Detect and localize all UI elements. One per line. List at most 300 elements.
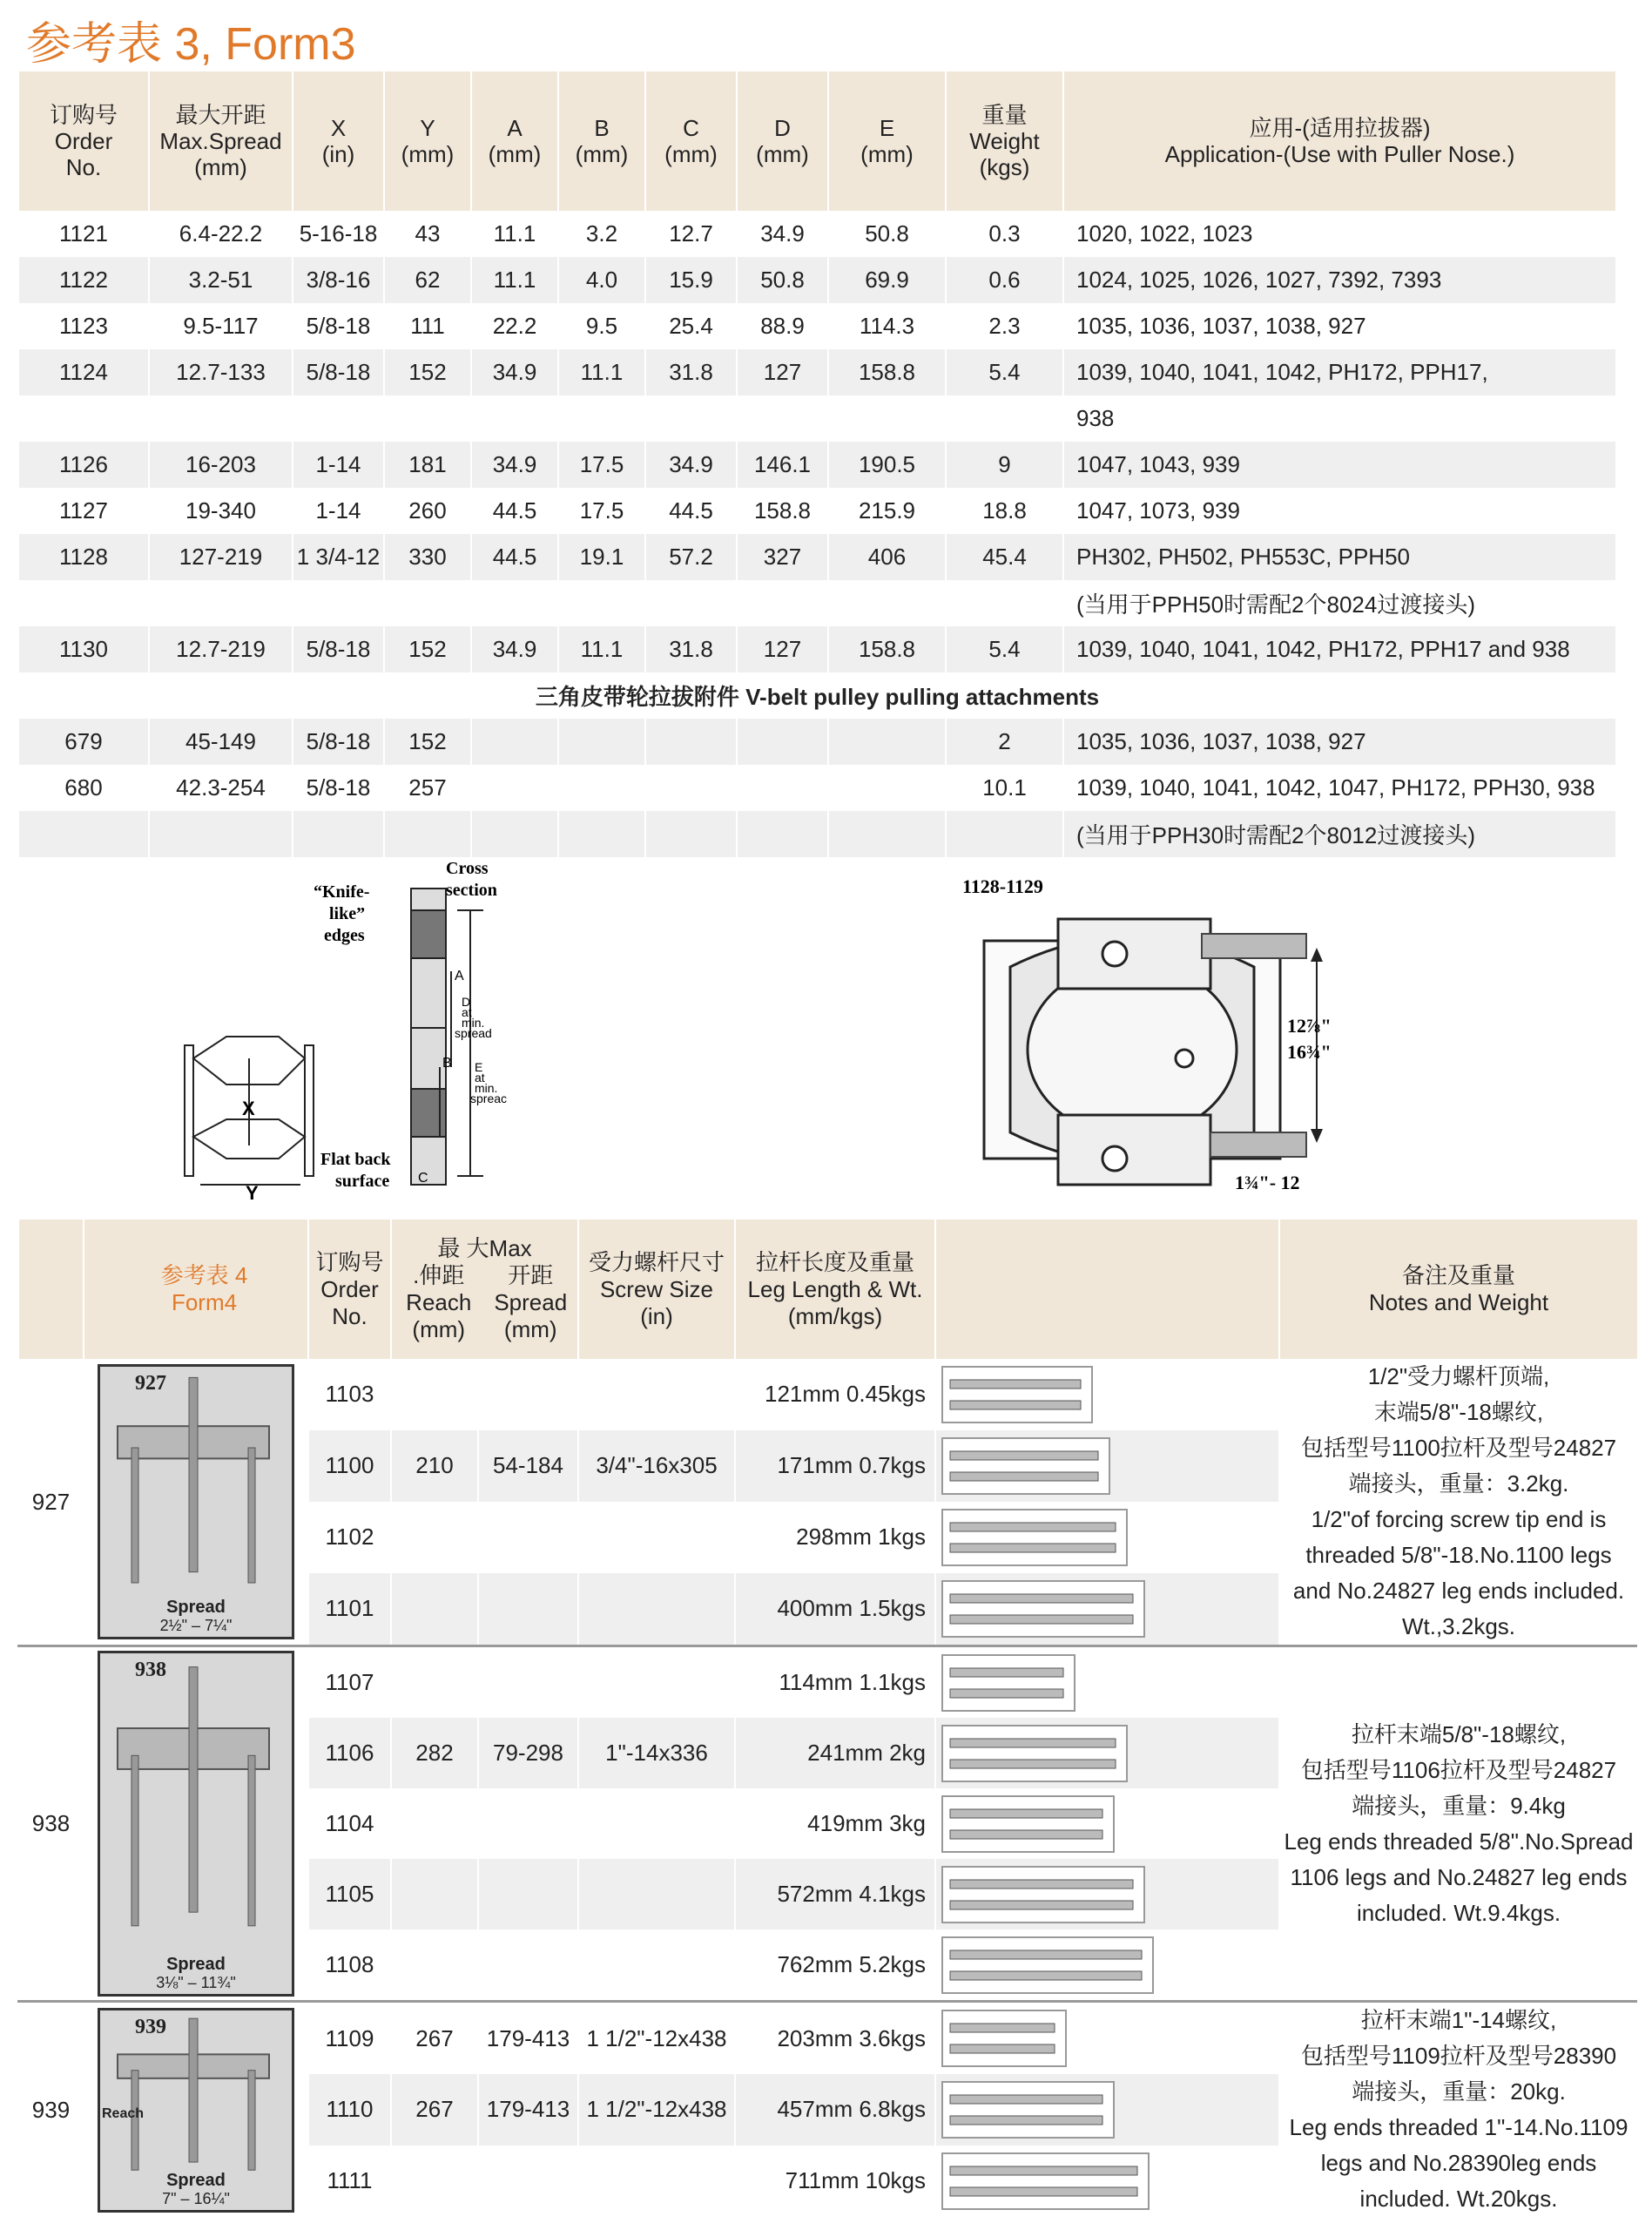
- col-b-header: B (mm): [558, 71, 645, 211]
- cell-d: [737, 719, 828, 765]
- cell-spread: 19-340: [149, 488, 293, 534]
- col-y-header: Y (mm): [384, 71, 471, 211]
- cell-a: 11.1: [471, 211, 558, 257]
- leg-rod-image: [941, 1437, 1110, 1495]
- table-row: [18, 534, 1615, 580]
- notes-cell: [1279, 1646, 1637, 2002]
- cell-c: 12.7: [645, 211, 737, 257]
- cell-c: 44.5: [645, 488, 737, 534]
- cell-app: 1039, 1040, 1041, 1042, 1047, PH172, PPH30, 938: [1063, 765, 1615, 811]
- cell-e: 158.8: [828, 626, 946, 672]
- cell-x: 5/8-18: [293, 349, 384, 395]
- cell-d: 34.9: [737, 211, 828, 257]
- puller-photo-cell: [84, 1359, 308, 1646]
- cell-b: [558, 580, 645, 626]
- cell-x: 5/8-18: [293, 719, 384, 765]
- notes-line: 1/2"of forcing screw tip end is: [1311, 1506, 1607, 1532]
- photo-spread-label: Spread: [166, 1955, 226, 1974]
- cell-y: 330: [384, 534, 471, 580]
- cell-order: 1123: [18, 303, 149, 349]
- col-app-header: 应用-(适用拉拔器) Application-(Use with Puller Nose.): [1063, 71, 1615, 211]
- leg-rod-image: [941, 1366, 1093, 1423]
- cell-e: 114.3: [828, 303, 946, 349]
- table-row: [18, 442, 1615, 488]
- puller-photo: [98, 2008, 294, 2213]
- leg-rod-image: [941, 1580, 1145, 1638]
- cell-d: [737, 765, 828, 811]
- puller-1128-diagram: [958, 871, 1376, 1211]
- cell-screw: [578, 1646, 735, 1719]
- col-x-header: X (in): [293, 71, 384, 211]
- cell-a: [471, 395, 558, 442]
- cell-spread: 6.4-22.2: [149, 211, 293, 257]
- cell-w: [946, 580, 1063, 626]
- notes-line: threaded 5/8"-18.No.1100 legs: [1305, 1542, 1612, 1568]
- form4-leg-header: 拉杆长度及重量 Leg Length & Wt. (mm/kgs): [735, 1220, 935, 1359]
- cell-order: 1100: [308, 1430, 391, 1502]
- cell-order: 1107: [308, 1646, 391, 1719]
- cell-order: 1108: [308, 1929, 391, 2002]
- photo-model-label: 939: [135, 2015, 166, 2038]
- notes-line: 端接头，重量：20kg.: [1352, 2078, 1566, 2105]
- table-row: [18, 1646, 1637, 1719]
- form3-table: [17, 71, 1615, 857]
- label-1128-1129: 1128-1129: [962, 875, 1043, 897]
- cell-order: 1126: [18, 442, 149, 488]
- label-knife-edges: “Knife- like” edges: [314, 882, 370, 945]
- cell-leg: 114mm 1.1kgs: [735, 1646, 935, 1719]
- cell-x: [293, 811, 384, 857]
- cell-x: 1-14: [293, 442, 384, 488]
- cell-b: [558, 765, 645, 811]
- photo-model-label: 927: [135, 1372, 166, 1395]
- form4-order-header: 订购号 Order No.: [308, 1220, 391, 1359]
- cell-app: (当用于PPH30时需配2个8012过渡接头): [1063, 811, 1615, 857]
- cell-b: 19.1: [558, 534, 645, 580]
- col-e-header: E (mm): [828, 71, 946, 211]
- form4-screw-header: 受力螺杆尺寸 Screw Size (in): [578, 1220, 735, 1359]
- cell-leg: 457mm 6.8kgs: [735, 2074, 935, 2146]
- cell-spread: [478, 1359, 578, 1430]
- notes-line: and No.24827 leg ends included.: [1292, 1578, 1625, 1604]
- table-row: [18, 2002, 1637, 2075]
- cell-x: [293, 395, 384, 442]
- cell-w: 45.4: [946, 534, 1063, 580]
- cell-screw: [578, 1573, 735, 1646]
- puller-photo-cell: [84, 1646, 308, 2002]
- table-row: [18, 211, 1615, 257]
- cell-leg: 241mm 2kg: [735, 1718, 935, 1788]
- col-spread-header: 最大开距 Max.Spread (mm): [149, 71, 293, 211]
- cell-y: 43: [384, 211, 471, 257]
- cell-y: 260: [384, 488, 471, 534]
- cell-spread: [478, 1859, 578, 1929]
- cell-e: [828, 395, 946, 442]
- cell-e: 190.5: [828, 442, 946, 488]
- cell-leg: 572mm 4.1kgs: [735, 1859, 935, 1929]
- leg-image-cell: [935, 2074, 1279, 2146]
- notes-line: 1/2"受力螺杆顶端,: [1367, 1363, 1550, 1389]
- leg-rod-image: [941, 2010, 1067, 2067]
- form4-table: [17, 1220, 1637, 2217]
- cell-e: [828, 811, 946, 857]
- notes-line: Leg ends threaded 5/8".No.Spread: [1284, 1828, 1634, 1855]
- cell-order: 1105: [308, 1859, 391, 1929]
- table-row: [18, 257, 1615, 303]
- leg-image-cell: [935, 1502, 1279, 1573]
- cell-w: [946, 811, 1063, 857]
- leg-image-cell: [935, 1573, 1279, 1646]
- cell-order: [18, 395, 149, 442]
- cell-a: 44.5: [471, 488, 558, 534]
- cell-order: 679: [18, 719, 149, 765]
- cell-a: 22.2: [471, 303, 558, 349]
- model-number: 927: [18, 1359, 84, 1646]
- cell-order: 1111: [308, 2146, 391, 2217]
- cell-spread: 42.3-254: [149, 765, 293, 811]
- notes-line: Wt.,3.2kgs.: [1401, 1613, 1516, 1639]
- cell-app: PH302, PH502, PH553C, PPH50: [1063, 534, 1615, 580]
- cell-e: [828, 719, 946, 765]
- cell-e: [828, 765, 946, 811]
- cell-d: 127: [737, 349, 828, 395]
- cell-spread: 79-298: [478, 1718, 578, 1788]
- photo-range-label: 3⅛" – 11¾": [156, 1974, 236, 1991]
- table-row: [18, 488, 1615, 534]
- cell-c: 34.9: [645, 442, 737, 488]
- col-d-header: D (mm): [737, 71, 828, 211]
- cell-a: [471, 580, 558, 626]
- cell-spread: 9.5-117: [149, 303, 293, 349]
- leg-rod-image: [941, 2081, 1115, 2139]
- label-c: C: [418, 1171, 428, 1186]
- form4-title: 参考表 4 Form4: [84, 1220, 308, 1359]
- cell-spread: 12.7-219: [149, 626, 293, 672]
- cell-reach: [391, 1359, 478, 1430]
- cell-w: 10.1: [946, 765, 1063, 811]
- cell-y: 152: [384, 349, 471, 395]
- cell-y: 257: [384, 765, 471, 811]
- cell-a: 34.9: [471, 626, 558, 672]
- photo-range-label: 2½" – 7¼": [159, 1617, 233, 1634]
- cell-w: 5.4: [946, 626, 1063, 672]
- cell-order: 1124: [18, 349, 149, 395]
- cell-spread: [478, 1502, 578, 1573]
- cell-spread: 3.2-51: [149, 257, 293, 303]
- cell-y: [384, 811, 471, 857]
- cell-x: 5-16-18: [293, 211, 384, 257]
- leg-rod-image: [941, 1795, 1115, 1853]
- cell-screw: [578, 1788, 735, 1859]
- table-row: [18, 1359, 1637, 1430]
- leg-image-cell: [935, 1359, 1279, 1430]
- col-weight-header: 重量 Weight (kgs): [946, 71, 1063, 211]
- form4-notes-header: 备注及重量 Notes and Weight: [1279, 1220, 1637, 1359]
- cell-w: 9: [946, 442, 1063, 488]
- cell-spread: [478, 1573, 578, 1646]
- notes-line: legs and No.28390leg ends: [1320, 2150, 1597, 2176]
- cell-order: 1127: [18, 488, 149, 534]
- cell-order: 1130: [18, 626, 149, 672]
- photo-reach-label: Reach: [102, 2105, 145, 2121]
- notes-line: 拉杆末端1"-14螺纹,: [1360, 2007, 1557, 2033]
- cell-c: [645, 719, 737, 765]
- notes-line: 包括型号1109拉杆及型号28390: [1300, 2043, 1617, 2069]
- table-row: [18, 349, 1615, 395]
- cell-leg: 762mm 5.2kgs: [735, 1929, 935, 2002]
- table-row: [18, 580, 1615, 626]
- cell-b: 11.1: [558, 626, 645, 672]
- cell-app: 1020, 1022, 1023: [1063, 211, 1615, 257]
- cell-spread: [478, 2146, 578, 2217]
- puller-drawing: [100, 1367, 287, 1637]
- notes-cell: [1279, 2002, 1637, 2218]
- leg-rod-image: [941, 1654, 1075, 1712]
- cell-c: 31.8: [645, 626, 737, 672]
- cell-a: [471, 811, 558, 857]
- cell-reach: [391, 1859, 478, 1929]
- leg-rod-image: [941, 1936, 1154, 1994]
- cell-spread: [149, 395, 293, 442]
- notes-line: 包括型号1106拉杆及型号24827: [1300, 1756, 1617, 1783]
- cell-reach: 210: [391, 1430, 478, 1502]
- cell-screw: 3/4"-16x305: [578, 1430, 735, 1502]
- cell-app: 1047, 1043, 939: [1063, 442, 1615, 488]
- table-row: [18, 626, 1615, 672]
- cell-w: 2.3: [946, 303, 1063, 349]
- cell-spread: 16-203: [149, 442, 293, 488]
- section-row: [18, 672, 1615, 719]
- leg-rod-image: [941, 1509, 1128, 1566]
- photo-model-label: 938: [135, 1659, 166, 1681]
- label-e: E at min. spreac: [470, 1060, 508, 1105]
- cell-order: 1106: [308, 1718, 391, 1788]
- form3-header-row: [18, 71, 1615, 211]
- cell-y: 62: [384, 257, 471, 303]
- puller-photo: [98, 1651, 294, 1997]
- cell-c: [645, 811, 737, 857]
- cell-e: 406: [828, 534, 946, 580]
- cell-d: [737, 811, 828, 857]
- cell-reach: [391, 1929, 478, 2002]
- cell-leg: 171mm 0.7kgs: [735, 1430, 935, 1502]
- cell-order: 1104: [308, 1788, 391, 1859]
- cell-x: 5/8-18: [293, 626, 384, 672]
- leg-image-cell: [935, 1788, 1279, 1859]
- leg-image-cell: [935, 1859, 1279, 1929]
- label-d: D at min. spread: [455, 995, 492, 1040]
- cell-d: [737, 395, 828, 442]
- table-row: [18, 303, 1615, 349]
- cell-order: 1102: [308, 1502, 391, 1573]
- cell-y: 152: [384, 626, 471, 672]
- cell-a: [471, 719, 558, 765]
- cell-e: 158.8: [828, 349, 946, 395]
- cell-leg: 400mm 1.5kgs: [735, 1573, 935, 1646]
- cell-w: 18.8: [946, 488, 1063, 534]
- leg-image-cell: [935, 1929, 1279, 2002]
- cell-app: 1047, 1073, 939: [1063, 488, 1615, 534]
- cell-d: 158.8: [737, 488, 828, 534]
- photo-spread-label: Spread: [166, 1598, 226, 1617]
- leg-rod-image: [941, 1725, 1128, 1782]
- col-order-header: 订购号 Order No.: [18, 71, 149, 211]
- cell-screw: 1"-14x336: [578, 1718, 735, 1788]
- cell-a: 44.5: [471, 534, 558, 580]
- cell-order: [18, 811, 149, 857]
- label-b: B: [442, 1056, 452, 1071]
- cell-y: [384, 395, 471, 442]
- cell-w: [946, 395, 1063, 442]
- cell-screw: [578, 1502, 735, 1573]
- cell-b: 9.5: [558, 303, 645, 349]
- cell-leg: 203mm 3.6kgs: [735, 2002, 935, 2075]
- notes-line: included. Wt.9.4kgs.: [1356, 1899, 1561, 1926]
- cell-b: [558, 719, 645, 765]
- cell-leg: 419mm 3kg: [735, 1788, 935, 1859]
- cell-reach: 282: [391, 1718, 478, 1788]
- cell-e: [828, 580, 946, 626]
- cell-spread: 179-413: [478, 2002, 578, 2075]
- cell-e: 69.9: [828, 257, 946, 303]
- cell-reach: [391, 1646, 478, 1719]
- cell-d: [737, 580, 828, 626]
- cell-screw: [578, 1359, 735, 1430]
- puller-photo-cell: [84, 2002, 308, 2218]
- cell-d: 146.1: [737, 442, 828, 488]
- leg-rod-image: [941, 1866, 1145, 1923]
- notes-line: 端接头，重量：3.2kg.: [1348, 1470, 1569, 1497]
- cell-app: 1039, 1040, 1041, 1042, PH172, PPH17,: [1063, 349, 1615, 395]
- table-row: [18, 765, 1615, 811]
- photo-spread-label: Spread: [166, 2170, 226, 2190]
- cell-spread: [478, 1788, 578, 1859]
- label-dim1: 12⅞": [1287, 1015, 1332, 1037]
- cell-c: 15.9: [645, 257, 737, 303]
- cell-w: 5.4: [946, 349, 1063, 395]
- cell-order: 1109: [308, 2002, 391, 2075]
- cell-a: 11.1: [471, 257, 558, 303]
- cell-w: 0.3: [946, 211, 1063, 257]
- label-dim2: 16¾": [1287, 1041, 1332, 1063]
- cell-app: 1035, 1036, 1037, 1038, 927: [1063, 719, 1615, 765]
- cell-a: [471, 765, 558, 811]
- cell-order: 1103: [308, 1359, 391, 1430]
- notes-line: 包括型号1100拉杆及型号24827: [1300, 1435, 1617, 1461]
- notes-line: 端接头，重量：9.4kg: [1352, 1792, 1566, 1819]
- cell-order: 1110: [308, 2074, 391, 2146]
- label-a: A: [455, 969, 464, 983]
- cell-b: [558, 811, 645, 857]
- notes-line: 1106 legs and No.24827 leg ends: [1290, 1863, 1628, 1890]
- cell-y: [384, 580, 471, 626]
- cell-b: [558, 395, 645, 442]
- cell-c: 57.2: [645, 534, 737, 580]
- form3-title: 参考表 3, Form3: [26, 19, 356, 70]
- cell-d: 127: [737, 626, 828, 672]
- cell-order: [18, 580, 149, 626]
- model-number: 939: [18, 2002, 84, 2218]
- label-y: Y: [246, 1182, 259, 1204]
- cell-screw: 1 1/2"-12x438: [578, 2002, 735, 2075]
- notes-line: 末端5/8"-18螺纹,: [1373, 1399, 1544, 1425]
- cell-x: [293, 580, 384, 626]
- cell-spread: [149, 811, 293, 857]
- cell-b: 17.5: [558, 488, 645, 534]
- cell-leg: 121mm 0.45kgs: [735, 1359, 935, 1430]
- cell-spread: 127-219: [149, 534, 293, 580]
- leg-image-cell: [935, 1430, 1279, 1502]
- cell-w: 0.6: [946, 257, 1063, 303]
- photo-range-label: 7" – 16¼": [162, 2189, 230, 2207]
- notes-line: Leg ends threaded 1"-14.No.1109: [1289, 2114, 1628, 2140]
- cell-screw: [578, 1859, 735, 1929]
- puller-1128-drawing: [958, 871, 1376, 1211]
- col-c-header: C (mm): [645, 71, 737, 211]
- cell-w: 2: [946, 719, 1063, 765]
- cell-c: [645, 580, 737, 626]
- cell-order: 1122: [18, 257, 149, 303]
- cell-x: 5/8-18: [293, 303, 384, 349]
- notes-line: included. Wt.20kgs.: [1359, 2186, 1558, 2212]
- cell-app: 1024, 1025, 1026, 1027, 7392, 7393: [1063, 257, 1615, 303]
- cell-reach: [391, 2146, 478, 2217]
- cross-section-diagram: [174, 858, 523, 1206]
- form4-model-header: [18, 1220, 84, 1359]
- leg-image-cell: [935, 2146, 1279, 2217]
- cell-app: 1035, 1036, 1037, 1038, 927: [1063, 303, 1615, 349]
- cell-c: [645, 395, 737, 442]
- cell-spread: 12.7-133: [149, 349, 293, 395]
- cell-y: 111: [384, 303, 471, 349]
- leg-image-cell: [935, 1646, 1279, 1719]
- cross-section-drawing: [174, 858, 523, 1206]
- notes-cell: [1279, 1359, 1637, 1646]
- cell-y: 181: [384, 442, 471, 488]
- cell-b: 4.0: [558, 257, 645, 303]
- cell-app: 938: [1063, 395, 1615, 442]
- cell-reach: 267: [391, 2002, 478, 2075]
- cell-e: 50.8: [828, 211, 946, 257]
- cell-app: (当用于PPH50时需配2个8024过渡接头): [1063, 580, 1615, 626]
- form4-legimage-header: [935, 1220, 1279, 1359]
- cell-spread: [478, 1646, 578, 1719]
- model-number: 938: [18, 1646, 84, 2002]
- cell-c: [645, 765, 737, 811]
- leg-rod-image: [941, 2152, 1150, 2210]
- cell-reach: [391, 1573, 478, 1646]
- cell-spread: [478, 1929, 578, 2002]
- cell-a: 34.9: [471, 442, 558, 488]
- cell-x: 3/8-16: [293, 257, 384, 303]
- cell-d: 327: [737, 534, 828, 580]
- cell-x: 1-14: [293, 488, 384, 534]
- table-row: [18, 719, 1615, 765]
- cell-reach: [391, 1788, 478, 1859]
- puller-photo: [98, 1364, 294, 1639]
- cell-order: 1101: [308, 1573, 391, 1646]
- table-row: [18, 395, 1615, 442]
- cell-d: 88.9: [737, 303, 828, 349]
- cell-screw: [578, 2146, 735, 2217]
- cell-x: 1 3/4-12: [293, 534, 384, 580]
- label-cross-section: Cross section: [446, 859, 497, 900]
- cell-order: 680: [18, 765, 149, 811]
- notes-line: 拉杆末端5/8"-18螺纹,: [1351, 1720, 1567, 1747]
- label-x: X: [242, 1098, 255, 1119]
- cell-app: 1039, 1040, 1041, 1042, PH172, PPH17 and 938: [1063, 626, 1615, 672]
- cell-leg: 298mm 1kgs: [735, 1502, 935, 1573]
